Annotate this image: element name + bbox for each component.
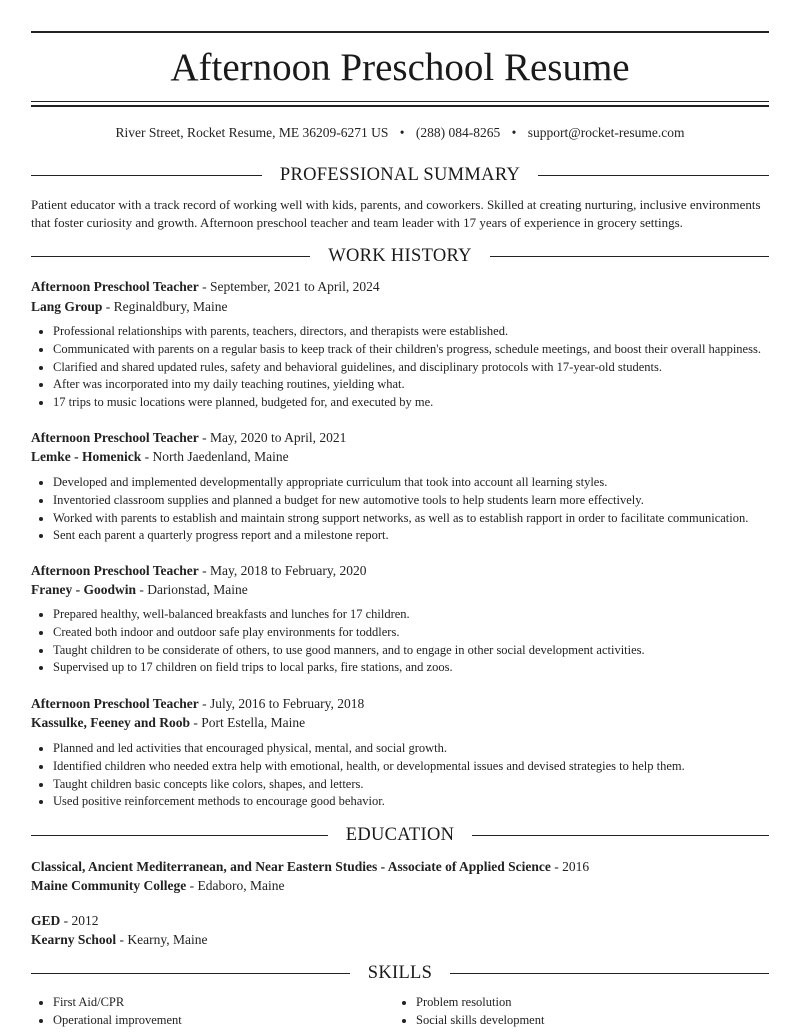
heading-rule xyxy=(31,175,262,176)
education-location: - Edaboro, Maine xyxy=(186,878,285,893)
job-bullets xyxy=(31,606,769,677)
job-location: - North Jaedenland, Maine xyxy=(141,449,289,464)
summary-heading xyxy=(31,164,769,186)
contact-separator: • xyxy=(399,125,405,140)
education-heading xyxy=(31,824,769,846)
job-dates: - July, 2016 to February, 2018 xyxy=(198,696,365,711)
job-title: Afternoon Preschool Teacher xyxy=(31,430,199,445)
education-school-line xyxy=(31,876,769,895)
job-company: Lemke - Homenick xyxy=(31,449,142,464)
section-title: SKILLS xyxy=(367,963,433,983)
job-title: Afternoon Preschool Teacher xyxy=(31,696,199,711)
education-school: Maine Community College xyxy=(31,878,187,893)
contact-separator: • xyxy=(511,125,517,140)
section-title: WORK HISTORY xyxy=(328,246,472,266)
skills-right-column xyxy=(394,994,544,1030)
list-item: • 17 trips to music locations were planned, budgeted for, and executed by me. xyxy=(53,394,769,412)
heading-rule xyxy=(31,256,310,257)
list-item: • Planned and led activities that encouraged physical, mental, and social growth. xyxy=(53,740,769,758)
list-item: • Clarified and shared updated rules, safety and behavioral guidelines, and disciplinary protocols with 17-year-old students. xyxy=(53,359,769,377)
contact-line xyxy=(31,123,769,143)
list-item: • Professional relationships with parents, teachers, directors, and therapists were established. xyxy=(53,323,769,341)
list-item: • Identified children who needed extra help with emotional, health, or developmental issues and devised strategies to help them. xyxy=(53,758,769,776)
education-year: - 2016 xyxy=(550,859,590,874)
job-company: Kassulke, Feeney and Roob xyxy=(31,715,191,730)
job-company: Lang Group xyxy=(31,299,103,314)
contact-phone: (288) 084-8265 xyxy=(415,125,501,140)
heading-rule xyxy=(450,973,769,974)
top-rule xyxy=(31,31,769,33)
contact-address: River Street, Rocket Resume, ME 36209-6271 US xyxy=(115,125,389,140)
list-item: • Sent each parent a quarterly progress report and a milestone report. xyxy=(53,527,769,545)
section-title: EDUCATION xyxy=(345,825,455,845)
job-bullets xyxy=(31,323,769,412)
list-item: • Used positive reinforcement methods to encourage good behavior. xyxy=(53,793,769,811)
job-company-line xyxy=(31,297,769,316)
job-company: Franey - Goodwin xyxy=(31,582,137,597)
job-dates: - May, 2018 to February, 2020 xyxy=(198,563,367,578)
skills-left-column xyxy=(31,994,182,1030)
education-degree-line xyxy=(31,857,769,876)
job-title: Afternoon Preschool Teacher xyxy=(31,563,199,578)
skill-item: • First Aid/CPR xyxy=(53,994,182,1012)
list-item: • Taught children basic concepts like colors, shapes, and letters. xyxy=(53,776,769,794)
contact-email[interactable]: support@rocket-resume.com xyxy=(527,125,685,140)
job-dates: - September, 2021 to April, 2024 xyxy=(198,279,380,294)
heading-rule xyxy=(490,256,769,257)
job-title-line xyxy=(31,561,769,580)
heading-rule xyxy=(472,835,769,836)
list-item: • Worked with parents to establish and maintain strong support networks, as well as to establish rapport in order to facilitate communication. xyxy=(53,510,769,528)
job-company-line xyxy=(31,447,769,466)
job-title-line xyxy=(31,277,769,296)
education-year: - 2012 xyxy=(60,913,99,928)
skills-heading xyxy=(31,962,769,984)
job-title-line xyxy=(31,694,769,713)
heading-rule xyxy=(538,175,769,176)
list-item: • Prepared healthy, well-balanced breakfasts and lunches for 17 children. xyxy=(53,606,769,624)
education-location: - Kearny, Maine xyxy=(116,932,208,947)
list-item: • Supervised up to 17 children on field trips to local parks, fire stations, and zoos. xyxy=(53,659,769,677)
job-location: - Port Estella, Maine xyxy=(190,715,306,730)
education-degree-line xyxy=(31,911,769,930)
job-dates: - May, 2020 to April, 2021 xyxy=(198,430,347,445)
job-company-line xyxy=(31,713,769,732)
job-title: Afternoon Preschool Teacher xyxy=(31,279,199,294)
education-degree: GED xyxy=(31,913,61,928)
job-bullets xyxy=(31,740,769,811)
list-item: • Developed and implemented developmentally appropriate curriculum that took into account all learning styles. xyxy=(53,474,769,492)
job-company-line xyxy=(31,580,769,599)
list-item: • After was incorporated into my daily teaching routines, yielding what. xyxy=(53,376,769,394)
list-item: • Created both indoor and outdoor safe play environments for toddlers. xyxy=(53,624,769,642)
resume-title: Afternoon Preschool Resume xyxy=(170,46,630,89)
skill-item: • Problem resolution xyxy=(416,994,544,1012)
summary-text: Patient educator with a track record of working well with kids, parents, and coworkers. Skilled at creating nurturing, inclusive environments that foster curiosity and growth. Afternoon preschool teacher and team leader with 17 years of experience in grocery settings. xyxy=(31,197,761,230)
heading-rule xyxy=(31,973,350,974)
education-school: Kearny School xyxy=(31,932,117,947)
heading-rule xyxy=(31,835,328,836)
list-item: • Communicated with parents on a regular basis to keep track of their children's progress, schedule meetings, and boost their overall happiness. xyxy=(53,341,769,359)
list-item: • Taught children to be considerate of others, to use good manners, and to engage in other social development activities. xyxy=(53,642,769,660)
education-school-line xyxy=(31,930,769,949)
section-title: PROFESSIONAL SUMMARY xyxy=(279,165,521,185)
title-double-rule xyxy=(31,101,769,107)
education-degree: Classical, Ancient Mediterranean, and Near Eastern Studies - Associate of Applied Science xyxy=(31,859,551,874)
job-location: - Reginaldbury, Maine xyxy=(102,299,228,314)
list-item: • Inventoried classroom supplies and planned a budget for new automotive tools to help students learn more effectively. xyxy=(53,492,769,510)
job-title-line xyxy=(31,428,769,447)
work-heading xyxy=(31,245,769,267)
skill-item: • Social skills development xyxy=(416,1012,544,1030)
job-bullets xyxy=(31,474,769,545)
job-location: - Darionstad, Maine xyxy=(136,582,248,597)
skill-item: • Operational improvement xyxy=(53,1012,182,1030)
